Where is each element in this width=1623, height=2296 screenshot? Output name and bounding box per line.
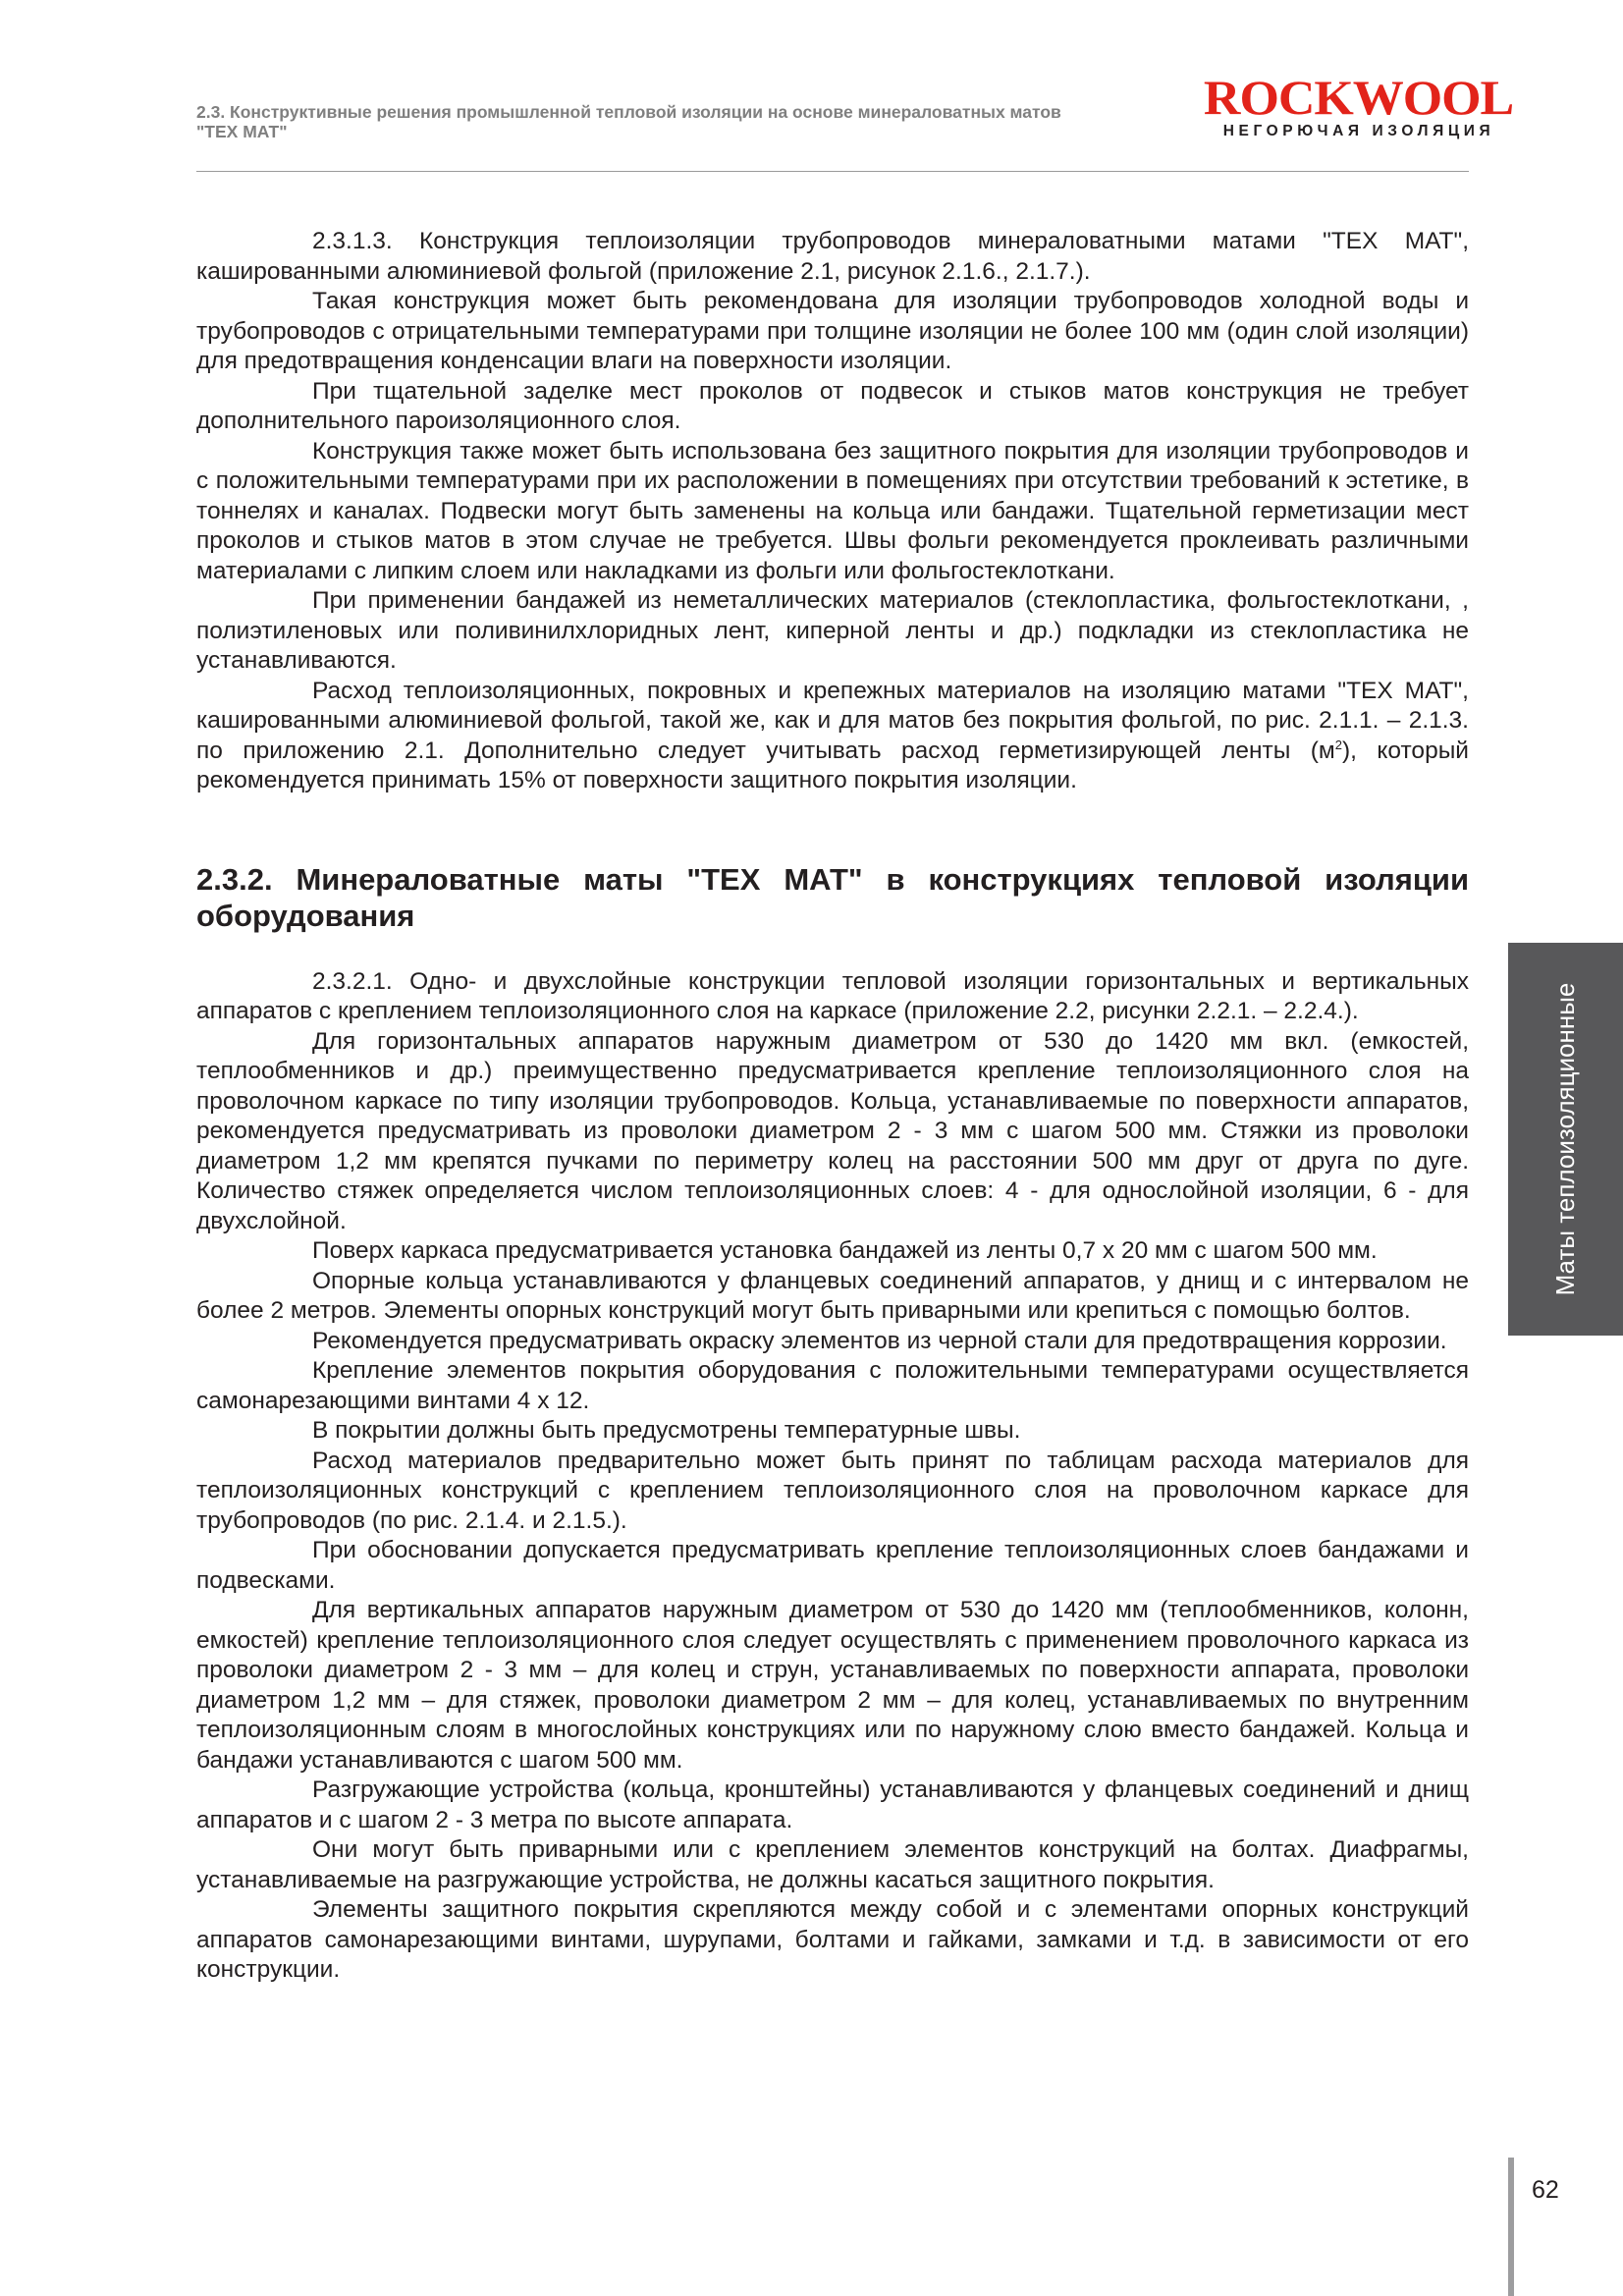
paragraph: Рекомендуется предусматривать окраску элементов из черной стали для предотвращения коррозии.: [312, 1327, 1447, 1354]
page-content: [196, 227, 1469, 1986]
paragraph: Расход материалов предварительно может быть принят по таблицам расхода материалов для теплоизоляционных конструкций с креплением теплоизоляционного слоя на проволочном каркасе для трубопроводов (по рис. 2.1.4. и 2.1.5.).: [196, 1447, 1469, 1534]
page-number: 62: [1532, 2176, 1559, 2204]
paragraph: Для горизонтальных аппаратов наружным диаметром от 530 до 1420 мм вкл. (емкостей, теплообменников и др.) преимущественно предусматривается крепление теплоизоляционного слоя на проволочном каркасе по типу изоляции трубопроводов. Кольца, устанавливаемые по поверхности аппаратов, рекомендуется предусматривать из проволоки диаметром 2 - 3 мм с шагом 500 мм. Стяжки из проволоки диаметром 1,2 мм крепятся пучками по периметру колец на расстоянии 500 мм друг от друга по дуге. Количество стяжек определяется числом теплоизоляционных слоев: 4 - для однослойной изоляции, 6 - для двухслойной.: [196, 1027, 1469, 1234]
section-2-3-1-3: [196, 227, 1469, 796]
header-title-line2: "ТЕХ МАТ": [196, 122, 288, 141]
section-heading: 2.3.2. Минераловатные маты "ТЕХ МАТ" в конструкциях тепловой изоляции оборудования: [196, 861, 1469, 933]
paragraph-text: Расход теплоизоляционных, покровных и крепежных материалов на изоляцию матами "ТЕХ МАТ", кашированными алюминиевой фольгой, такой же, как и для матов без покрытия фольгой, по рис. 2.1.1. – 2.1.3. по приложению 2.1. Дополнительно следует учитывать расход герметизирующей ленты (м: [196, 677, 1469, 764]
paragraph: Конструкция также может быть использована без защитного покрытия для изоляции трубопроводов и с положительными температурами при их расположении в помещениях при отсутствии требований к эстетике, в тоннелях и каналах. Подвески могут быть заменены на кольца или бандажи. Тщательной герметизации мест проколов и стыков матов в этом случае не требуется. Швы фольги рекомендуется проклеивать различными материалами с липким слоем или накладками из фольги или фольгостеклоткани.: [196, 437, 1469, 584]
paragraph: Такая конструкция может быть рекомендована для изоляции трубопроводов холодной воды и трубопроводов с отрицательными температурами при толщине изоляции не более 100 мм (один слой изоляции) для предотвращения конденсации влаги на поверхности изоляции.: [196, 288, 1469, 374]
paragraph: [196, 677, 1469, 796]
header-title-line1: 2.3. Конструктивные решения промышленной тепловой изоляции на основе минераловатных матов: [196, 102, 1061, 122]
paragraph: 2.3.1.3. Конструкция теплоизоляции трубопроводов минераловатными матами "ТЕХ МАТ", кашированными алюминиевой фольгой (приложение 2.1, рисунок 2.1.6., 2.1.7.).: [196, 228, 1469, 285]
header-title: [196, 102, 1178, 141]
paragraph: При тщательной заделке мест проколов от подвесок и стыков матов конструкция не требует дополнительного пароизоляционного слоя.: [196, 377, 1469, 434]
paragraph: Они могут быть приварными или с креплением элементов конструкций на болтах. Диафрагмы, устанавливаемые на разгружающие устройства, не должны касаться защитного покрытия.: [196, 1836, 1469, 1893]
logo-tagline: НЕГОРЮЧАЯ ИЗОЛЯЦИЯ: [1222, 123, 1495, 139]
paragraph: При применении бандажей из неметаллических материалов (стеклопластика, фольгостеклоткани, , полиэтиленовых или поливинилхлоридных лент, киперной ленты и др.) подкладки из стеклопластика не устанавливаются.: [196, 587, 1469, 674]
paragraph-text: ), который рекомендуется принимать 15% от поверхности защитного покрытия изоляции.: [196, 737, 1469, 793]
paragraph: В покрытии должны быть предусмотрены температурные швы.: [312, 1417, 1021, 1444]
side-tab: [1508, 943, 1623, 1336]
paragraph: Крепление элементов покрытия оборудования с положительными температурами осуществляется самонарезающими винтами 4 х 12.: [196, 1357, 1469, 1414]
header-divider: [196, 171, 1469, 172]
paragraph: При обосновании допускается предусматривать крепление теплоизоляционных слоев бандажами и подвесками.: [196, 1537, 1469, 1594]
page-number-bar: [1508, 2158, 1514, 2296]
paragraph: 2.3.2.1. Одно- и двухслойные конструкции тепловой изоляции горизонтальных и вертикальных аппаратов с креплением теплоизоляционного слоя на каркасе (приложение 2.2, рисунки 2.2.1. – 2.2.4.).: [196, 967, 1469, 1024]
paragraph: Для вертикальных аппаратов наружным диаметром от 530 до 1420 мм (теплообменников, колонн, емкостей) крепление теплоизоляционного слоя следует осуществлять с применением проволочного каркаса из проволоки диаметром 2 - 3 мм – для колец и струн, устанавливаемых по поверхности аппарата, проволоки диаметром 1,2 мм – для стяжек, проволоки диаметром 2 мм – для колец, устанавливаемых по внутренним теплоизоляционным слоям в многослойных конструкциях или по наружному слою вместо бандажей. Кольца и бандажи устанавливаются с шагом 500 мм.: [196, 1597, 1469, 1774]
side-tab-label: Маты теплоизоляционные: [1550, 982, 1580, 1296]
paragraph: Элементы защитного покрытия скрепляются между собой и с элементами опорных конструкций аппаратов самонарезающими винтами, шурупами, болтами и гайками, замками и т.д. в зависимости от его конструкции.: [196, 1896, 1469, 1983]
section-2-3-2: [196, 861, 1469, 1986]
logo-brand: ROCKWOOL: [1204, 70, 1514, 125]
paragraph: Поверх каркаса предусматривается установка бандажей из ленты 0,7 х 20 мм с шагом 500 мм.: [312, 1237, 1378, 1264]
superscript: 2: [1334, 737, 1343, 752]
rockwool-logo: [1204, 70, 1514, 141]
paragraph: Разгружающие устройства (кольца, кронштейны) устанавливаются у фланцевых соединений и днищ аппаратов и с шагом 2 - 3 метра по высоте аппарата.: [196, 1777, 1469, 1833]
paragraph: Опорные кольца устанавливаются у фланцевых соединений аппаратов, у днищ и с интервалом не более 2 метров. Элементы опорных конструкций могут быть приварными или крепиться с помощью болтов.: [196, 1267, 1469, 1324]
